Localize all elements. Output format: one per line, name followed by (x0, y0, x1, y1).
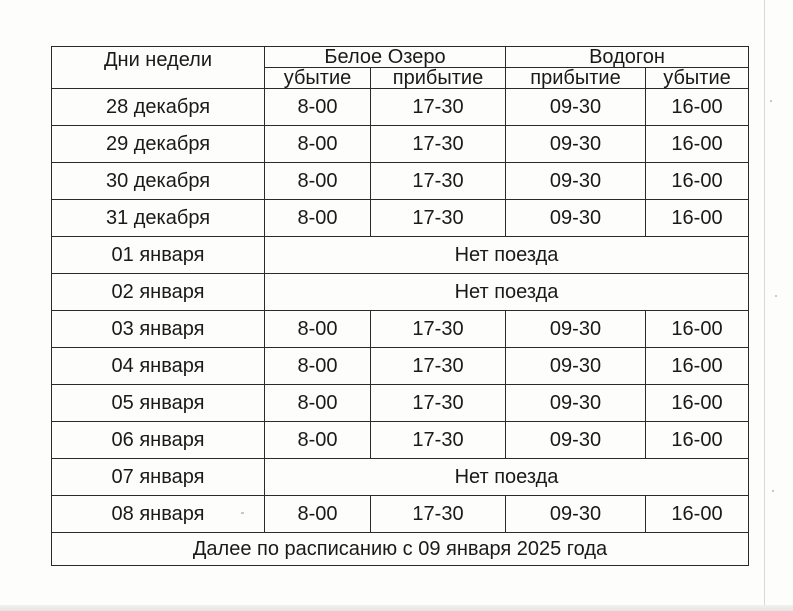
vodogon-departure-cell: 16-00 (646, 200, 749, 237)
vodogon-departure-cell: 16-00 (646, 89, 749, 126)
vodogon-arrival-cell: 09-30 (506, 163, 646, 200)
vodogon-departure-cell: 16-00 (646, 311, 749, 348)
vodogon-arrival-cell: 09-30 (506, 385, 646, 422)
day-cell: 31 декабря (52, 200, 265, 237)
table-row (52, 348, 749, 385)
days-column-header: Дни недели (52, 47, 265, 89)
beloe-ozero-arrival-cell: 17-30 (371, 200, 506, 237)
scan-speck (775, 295, 777, 297)
table-row (52, 200, 749, 237)
beloe-ozero-departure-header: убытие (265, 68, 371, 89)
beloe-ozero-departure-cell: 8-00 (265, 348, 371, 385)
day-cell: 05 января (52, 385, 265, 422)
table-row (52, 422, 749, 459)
vodogon-arrival-cell: 09-30 (506, 496, 646, 533)
table-row (52, 385, 749, 422)
beloe-ozero-arrival-cell: 17-30 (371, 348, 506, 385)
day-cell: 03 января (52, 311, 265, 348)
table-row (52, 237, 749, 274)
no-train-cell: Нет поезда (265, 459, 749, 496)
day-cell: 29 декабря (52, 126, 265, 163)
beloe-ozero-departure-cell: 8-00 (265, 385, 371, 422)
table-row (52, 89, 749, 126)
beloe-ozero-departure-cell: 8-00 (265, 126, 371, 163)
table-row (52, 496, 749, 533)
day-cell: 07 января (52, 459, 265, 496)
day-cell: 04 января (52, 348, 265, 385)
scan-speck (772, 490, 774, 492)
beloe-ozero-arrival-cell: 17-30 (371, 126, 506, 163)
scan-edge-line (764, 0, 765, 611)
vodogon-arrival-cell: 09-30 (506, 311, 646, 348)
schedule-table (51, 46, 749, 566)
beloe-ozero-arrival-cell: 17-30 (371, 496, 506, 533)
table-header-row (52, 47, 749, 68)
vodogon-departure-cell: 16-00 (646, 496, 749, 533)
scan-speck (770, 100, 772, 102)
vodogon-arrival-cell: 09-30 (506, 126, 646, 163)
beloe-ozero-arrival-header: прибытие (371, 68, 506, 89)
vodogon-departure-cell: 16-00 (646, 385, 749, 422)
vodogon-arrival-cell: 09-30 (506, 89, 646, 126)
vodogon-departure-cell: 16-00 (646, 422, 749, 459)
page-bottom-edge (0, 605, 793, 611)
beloe-ozero-departure-cell: 8-00 (265, 163, 371, 200)
table-row (52, 126, 749, 163)
vodogon-departure-cell: 16-00 (646, 126, 749, 163)
vodogon-arrival-cell: 09-30 (506, 422, 646, 459)
table-row (52, 274, 749, 311)
day-cell: 08 января (52, 496, 265, 533)
vodogon-departure-cell: 16-00 (646, 348, 749, 385)
footer-note: Далее по расписанию с 09 января 2025 года (52, 533, 749, 566)
vodogon-arrival-header: прибытие (506, 68, 646, 89)
beloe-ozero-arrival-cell: 17-30 (371, 89, 506, 126)
table-row (52, 311, 749, 348)
vodogon-arrival-cell: 09-30 (506, 200, 646, 237)
table-row (52, 459, 749, 496)
beloe-ozero-arrival-cell: 17-30 (371, 311, 506, 348)
beloe-ozero-arrival-cell: 17-30 (371, 163, 506, 200)
beloe-ozero-departure-cell: 8-00 (265, 422, 371, 459)
beloe-ozero-departure-cell: 8-00 (265, 89, 371, 126)
beloe-ozero-arrival-cell: 17-30 (371, 422, 506, 459)
day-cell: 01 января (52, 237, 265, 274)
beloe-ozero-departure-cell: 8-00 (265, 200, 371, 237)
day-cell: 28 декабря (52, 89, 265, 126)
day-cell: 30 декабря (52, 163, 265, 200)
beloe-ozero-departure-cell: 8-00 (265, 311, 371, 348)
vodogon-departure-header: убытие (646, 68, 749, 89)
day-cell: 06 января (52, 422, 265, 459)
station-vodogon-header: Водогон (506, 47, 749, 68)
beloe-ozero-departure-cell: 8-00 (265, 496, 371, 533)
table-row (52, 163, 749, 200)
vodogon-departure-cell: 16-00 (646, 163, 749, 200)
beloe-ozero-arrival-cell: 17-30 (371, 385, 506, 422)
no-train-cell: Нет поезда (265, 274, 749, 311)
footer-row (52, 533, 749, 566)
day-cell: 02 января (52, 274, 265, 311)
schedule-body (52, 89, 749, 533)
vodogon-arrival-cell: 09-30 (506, 348, 646, 385)
station-beloe-ozero-header: Белое Озеро (265, 47, 506, 68)
no-train-cell: Нет поезда (265, 237, 749, 274)
